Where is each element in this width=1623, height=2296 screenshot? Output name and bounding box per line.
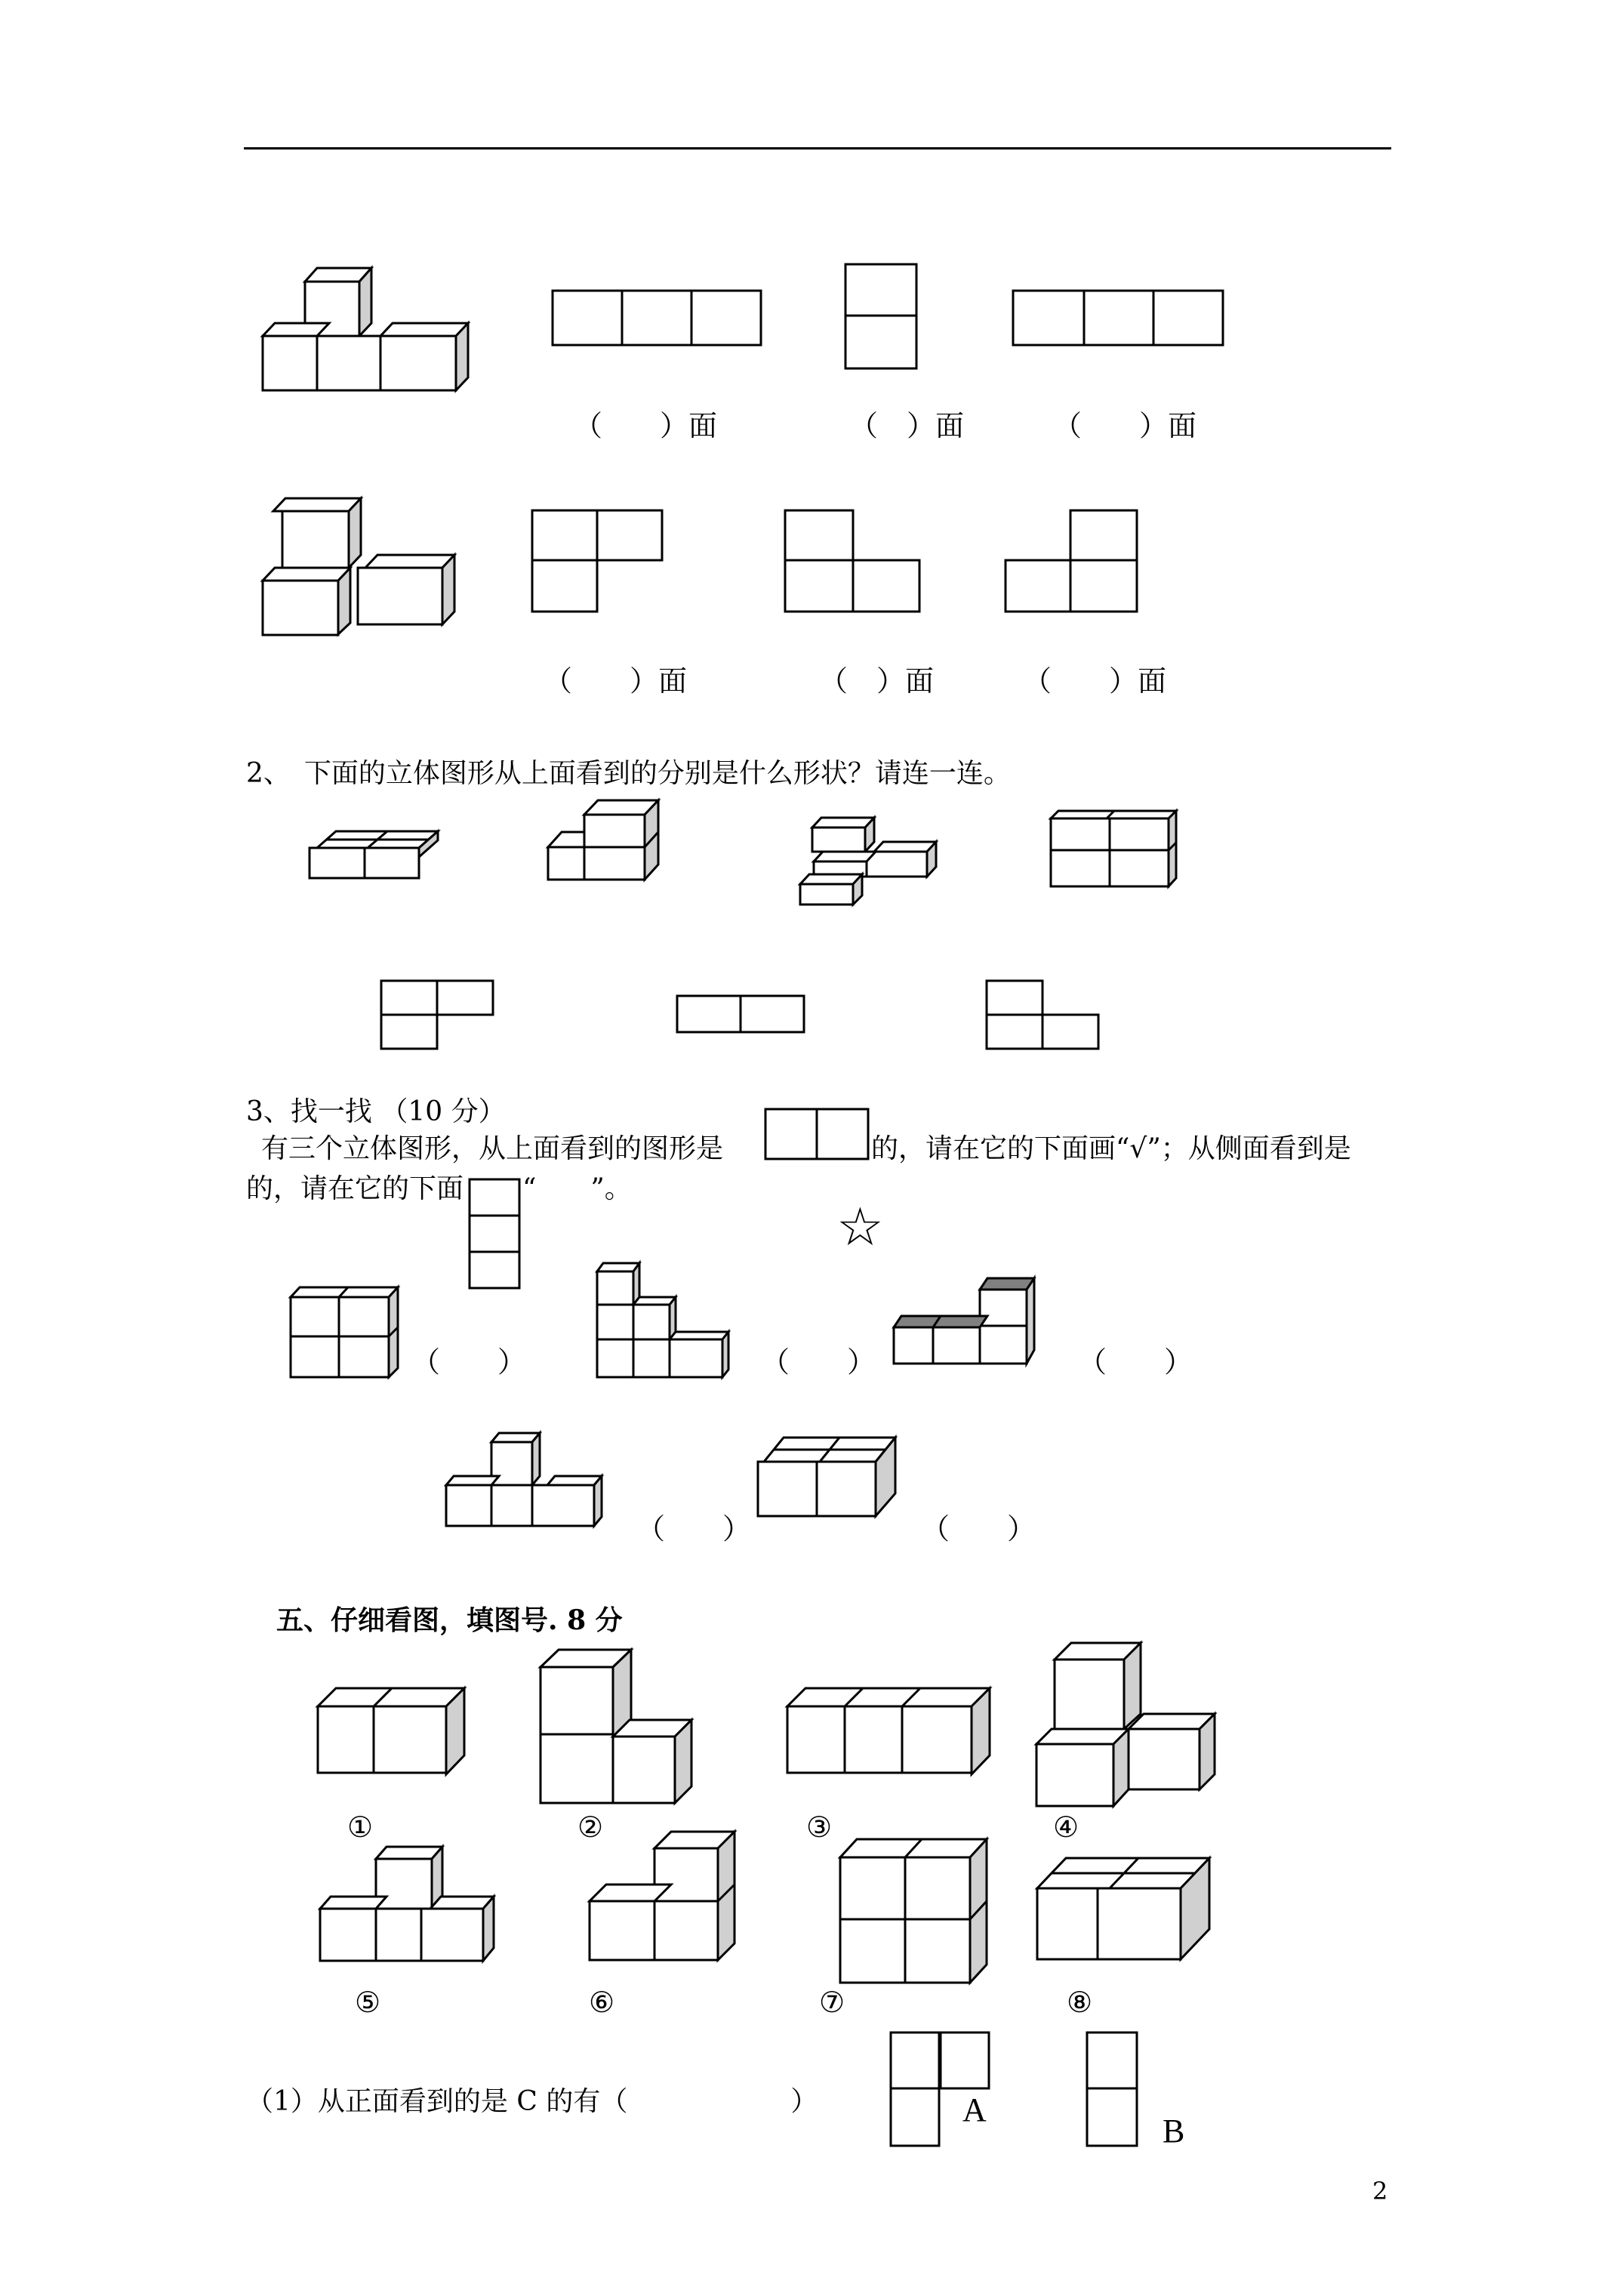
cube-figure-q2-c (793, 814, 944, 908)
cube-figure-q5-3 (783, 1684, 994, 1778)
face-label: （ ）面 (1023, 664, 1167, 698)
answer-blank[interactable]: （ ） (1078, 1345, 1193, 1379)
cube-figure-q3-d (442, 1429, 608, 1529)
option-label-b: B (1163, 2113, 1185, 2150)
answer-blank[interactable]: （ ） (636, 1512, 752, 1546)
view-shape-L-c (1004, 509, 1140, 615)
cube-figure-q5-6 (585, 1827, 744, 1978)
view-shape-L-a (531, 509, 667, 615)
figure-number: ⑧ (1067, 1986, 1093, 2019)
face-label: （ ）面 (544, 664, 688, 698)
cube-figure-q3-c (891, 1274, 1061, 1373)
answer-blank[interactable]: （ ） (761, 1345, 876, 1379)
question-2-title: 2、 下面的立体图形从上面看到的分别是什么形状？请连一连。 (246, 758, 1011, 789)
side-view-shape-inline (468, 1178, 522, 1290)
figure-number: ⑤ (355, 1986, 381, 2019)
question-3-text-1a: 有三个立体图形，从上面看到的图形是 (261, 1133, 724, 1164)
cube-figure-q5-1 (313, 1684, 464, 1778)
face-label: （ ）面 (574, 409, 718, 442)
figure-number: ⑥ (589, 1986, 615, 2019)
sub-question-1: （1）从正面看到的是 C 的有（ ） (246, 2086, 818, 2117)
question-3-quote: “ ”。 (522, 1173, 632, 1204)
view-shape-q2-L (380, 979, 497, 1051)
figure-number: ④ (1053, 1811, 1079, 1844)
option-label-a: A (962, 2091, 987, 2128)
view-shape-q2-row (676, 994, 808, 1034)
cube-figure-q2-b (544, 797, 676, 883)
view-shape-2x1-vertical (844, 263, 919, 372)
header-rule (244, 147, 1391, 149)
figure-number: ③ (806, 1811, 833, 1844)
cube-figure-q5-7 (834, 1835, 993, 1986)
cube-figure-q1-row2 (257, 495, 468, 638)
cube-figure-q5-8 (1033, 1854, 1214, 1967)
top-view-shape-inline (764, 1108, 871, 1160)
cube-figure-q5-4 (1030, 1638, 1219, 1801)
answer-blank[interactable]: （ ） (411, 1345, 527, 1379)
question-5-title: 五、仔细看图，填图号. 8 分 (276, 1604, 623, 1636)
question-3-text-2: 的，请在它的下面 (246, 1173, 464, 1204)
figure-number: ① (347, 1811, 374, 1844)
cube-figure-q3-b (593, 1259, 736, 1384)
star-icon: ☆ (836, 1196, 884, 1258)
figure-number: ② (577, 1811, 604, 1844)
face-label: （ ）面 (849, 409, 965, 442)
question-3-text-1b: 的，请在它的下面画“√”；从侧面看到是 (871, 1133, 1351, 1164)
cube-figure-q3-e (753, 1433, 904, 1520)
view-shape-q2-step (985, 979, 1102, 1051)
answer-blank[interactable]: （ ） (921, 1512, 1036, 1546)
face-label: （ ）面 (1053, 409, 1197, 442)
option-shape-b (1086, 2031, 1138, 2148)
cube-figure-q2-d (1048, 806, 1184, 891)
cube-figure-q3-a (283, 1284, 404, 1382)
view-shape-1x3-a (551, 289, 762, 350)
option-shape-a (889, 2031, 991, 2148)
figure-number: ⑦ (819, 1986, 845, 2019)
cube-figure-q1-row1 (257, 260, 483, 381)
view-shape-1x3-b (1012, 289, 1227, 350)
view-shape-L-b (784, 509, 923, 615)
cube-figure-q5-5 (316, 1842, 497, 1978)
cube-figure-q2-a (306, 827, 445, 883)
face-label: （ ）面 (819, 664, 935, 698)
page-number: 2 (1372, 2177, 1388, 2205)
cube-figure-q5-2 (536, 1646, 694, 1804)
question-3-title: 3、找一找 （10 分） (246, 1096, 506, 1127)
